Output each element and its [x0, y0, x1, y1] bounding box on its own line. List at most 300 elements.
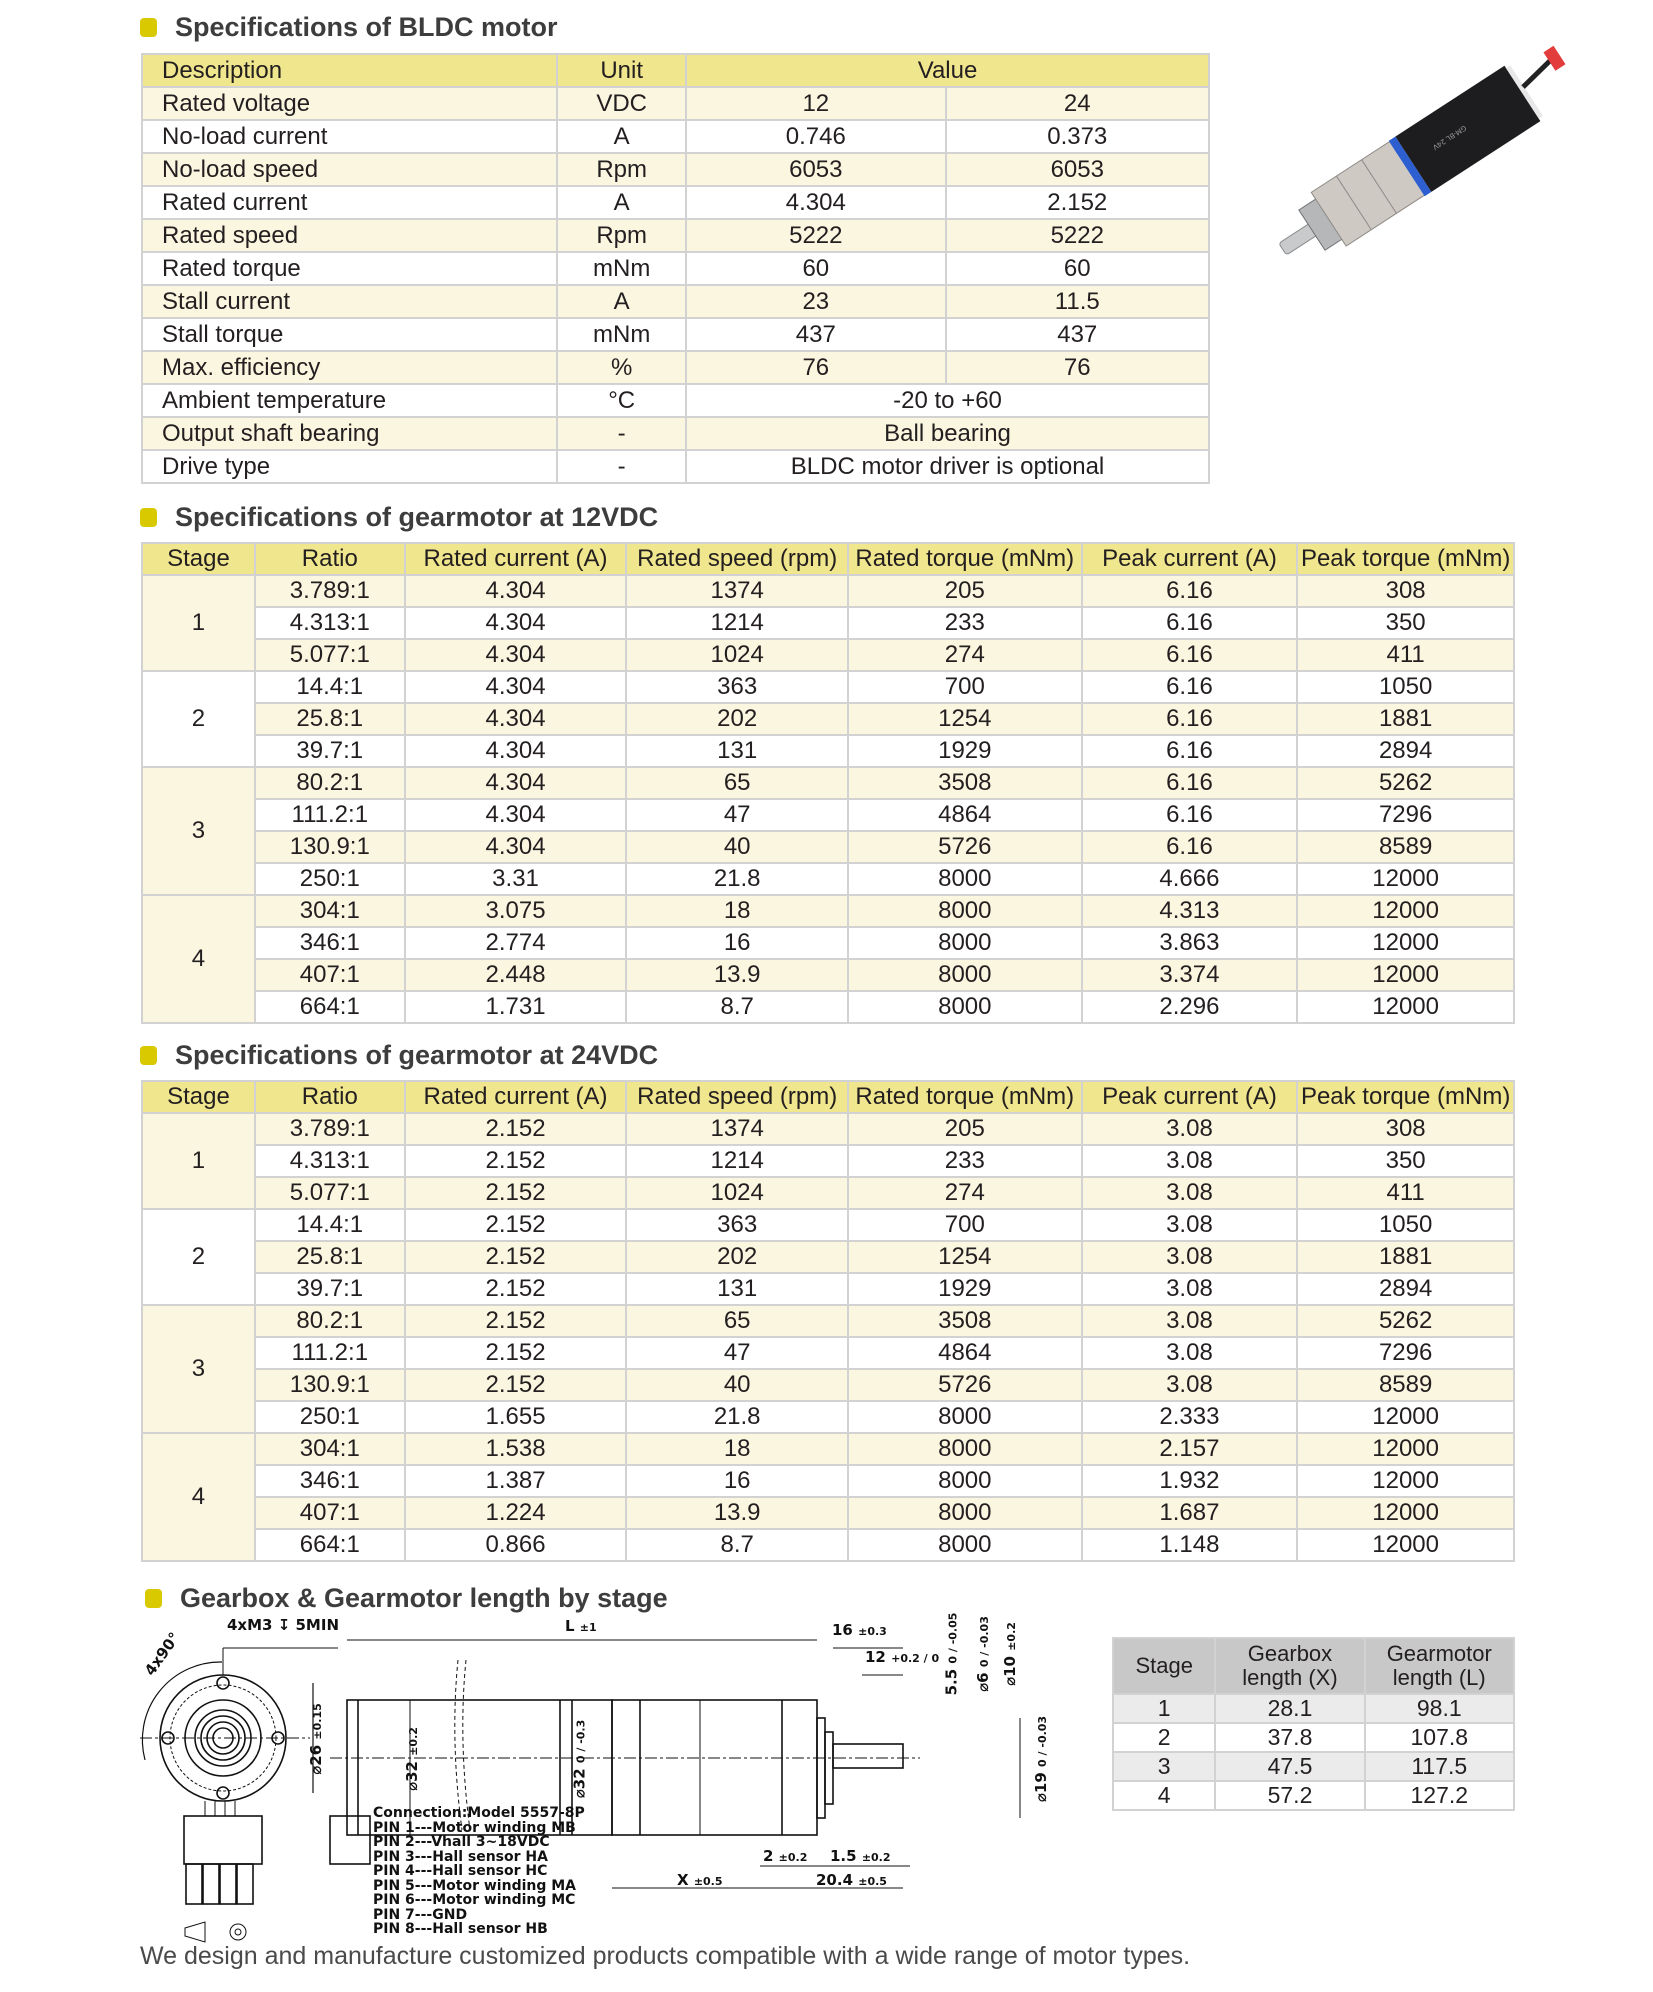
col-header-description: Description	[142, 54, 557, 87]
table-cell: 12000	[1297, 927, 1514, 959]
spec-unit: A	[557, 285, 686, 318]
spec-value-24v: 76	[946, 351, 1209, 384]
section-title-text: Gearbox & Gearmotor length by stage	[180, 1583, 668, 1613]
pin-item: PIN 6---Motor winding MC	[373, 1892, 576, 1908]
table-cell: 4.313:1	[255, 607, 405, 639]
col-header: Rated torque (mNm)	[848, 543, 1082, 575]
dim-X: X ±0.5	[677, 1871, 723, 1889]
col-header-stage: Stage	[1113, 1638, 1215, 1694]
table-cell: 1.731	[405, 991, 627, 1023]
table-row	[142, 1113, 1514, 1145]
table-cell: 8000	[848, 959, 1082, 991]
spec-value-12v: 76	[686, 351, 945, 384]
table-cell: 47.5	[1215, 1752, 1364, 1781]
table-cell: 3.08	[1082, 1145, 1298, 1177]
table-cell: 250:1	[255, 863, 405, 895]
table-cell: 3	[1113, 1752, 1215, 1781]
table-cell: 28.1	[1215, 1694, 1364, 1723]
table-cell: 250:1	[255, 1401, 405, 1433]
col-header: Rated current (A)	[405, 1081, 627, 1113]
table-cell: 1024	[626, 1177, 848, 1209]
table-cell: 6.16	[1082, 639, 1298, 671]
table-row	[142, 1145, 1514, 1177]
spec-value: -20 to +60	[686, 384, 1209, 417]
table-cell: 3.08	[1082, 1177, 1298, 1209]
table-cell: 3.789:1	[255, 575, 405, 607]
spec-value-12v: 23	[686, 285, 945, 318]
spec-unit: mNm	[557, 252, 686, 285]
section-title-gm12	[140, 502, 658, 533]
spec-row	[142, 384, 1209, 417]
table-cell: 4864	[848, 1337, 1082, 1369]
table-row	[142, 1497, 1514, 1529]
table-cell: 2	[1113, 1723, 1215, 1752]
table-cell: 202	[626, 703, 848, 735]
stage-cell: 4	[142, 895, 255, 1023]
table-cell: 274	[848, 639, 1082, 671]
dim-flat-len: 12 +0.2 / 0	[865, 1648, 940, 1666]
spec-value-12v: 5222	[686, 219, 945, 252]
dim-body-dia: ⌀32 ±0.2	[402, 1727, 421, 1791]
table-cell: 6.16	[1082, 607, 1298, 639]
table-cell: 363	[626, 1209, 848, 1241]
spec-value-12v: 4.304	[686, 186, 945, 219]
dim-angle: 4x90°	[140, 1628, 184, 1680]
table-cell: 1050	[1297, 671, 1514, 703]
table-cell: 2.152	[405, 1273, 627, 1305]
pin-item: PIN 8---Hall sensor HB	[373, 1921, 548, 1937]
col-header: Rated speed (rpm)	[626, 1081, 848, 1113]
spec-unit: A	[557, 186, 686, 219]
table-cell: 13.9	[626, 959, 848, 991]
table-cell: 5726	[848, 1369, 1082, 1401]
spec-row	[142, 450, 1209, 483]
table-row	[142, 831, 1514, 863]
table-cell: 2.774	[405, 927, 627, 959]
stage-cell: 3	[142, 1305, 255, 1433]
section-title-bldc	[140, 12, 558, 43]
gearmotor-12vdc-table	[141, 542, 1515, 1024]
table-cell: 350	[1297, 1145, 1514, 1177]
spec-description: Stall current	[142, 285, 557, 318]
spec-value-24v: 2.152	[946, 186, 1209, 219]
table-cell: 664:1	[255, 991, 405, 1023]
stage-cell: 2	[142, 1209, 255, 1305]
table-cell: 25.8:1	[255, 703, 405, 735]
table-cell: 1.932	[1082, 1465, 1298, 1497]
table-row	[142, 927, 1514, 959]
col-header: Stage	[142, 1081, 255, 1113]
table-row	[142, 607, 1514, 639]
table-cell: 3.863	[1082, 927, 1298, 959]
table-cell: 39.7:1	[255, 735, 405, 767]
table-cell: 411	[1297, 1177, 1514, 1209]
table-cell: 37.8	[1215, 1723, 1364, 1752]
table-cell: 407:1	[255, 1497, 405, 1529]
table-cell: 39.7:1	[255, 1273, 405, 1305]
table-cell: 21.8	[626, 863, 848, 895]
spec-unit: VDC	[557, 87, 686, 120]
table-cell: 8000	[848, 1433, 1082, 1465]
spec-unit: Rpm	[557, 153, 686, 186]
table-cell: 18	[626, 1433, 848, 1465]
table-cell: 4.313:1	[255, 1145, 405, 1177]
table-row	[1113, 1752, 1514, 1781]
spec-row	[142, 417, 1209, 450]
table-row	[142, 639, 1514, 671]
spec-value-12v: 437	[686, 318, 945, 351]
table-cell: 25.8:1	[255, 1241, 405, 1273]
table-row	[142, 1433, 1514, 1465]
col-header: Rated speed (rpm)	[626, 543, 848, 575]
table-cell: 3.08	[1082, 1273, 1298, 1305]
spec-description: No-load current	[142, 120, 557, 153]
table-row	[142, 991, 1514, 1023]
spec-description: Drive type	[142, 450, 557, 483]
table-cell: 8000	[848, 1465, 1082, 1497]
table-cell: 274	[848, 1177, 1082, 1209]
spec-value-12v: 12	[686, 87, 945, 120]
col-header: Peak torque (mNm)	[1297, 543, 1514, 575]
spec-row	[142, 285, 1209, 318]
col-header-gearbox-length: Gearbox length (X)	[1215, 1638, 1364, 1694]
table-cell: 4.304	[405, 639, 627, 671]
spec-row	[142, 87, 1209, 120]
table-cell: 16	[626, 1465, 848, 1497]
table-cell: 1929	[848, 735, 1082, 767]
table-cell: 12000	[1297, 1497, 1514, 1529]
spec-unit: -	[557, 417, 686, 450]
svg-text:GM-BL 24V: GM-BL 24V	[1431, 123, 1468, 152]
table-cell: 4.304	[405, 831, 627, 863]
table-cell: 8000	[848, 863, 1082, 895]
table-cell: 4.304	[405, 735, 627, 767]
table-cell: 5.077:1	[255, 639, 405, 671]
section-title-length	[145, 1583, 668, 1614]
table-cell: 1214	[626, 1145, 848, 1177]
spec-value-24v: 5222	[946, 219, 1209, 252]
table-cell: 14.4:1	[255, 671, 405, 703]
table-cell: 65	[626, 1305, 848, 1337]
table-cell: 3.08	[1082, 1305, 1298, 1337]
table-cell: 700	[848, 1209, 1082, 1241]
table-cell: 363	[626, 671, 848, 703]
table-cell: 107.8	[1365, 1723, 1514, 1752]
table-cell: 308	[1297, 575, 1514, 607]
col-header: Peak current (A)	[1082, 1081, 1298, 1113]
table-cell: 3.08	[1082, 1241, 1298, 1273]
table-cell: 40	[626, 831, 848, 863]
table-cell: 8000	[848, 1497, 1082, 1529]
table-cell: 12000	[1297, 1433, 1514, 1465]
table-cell: 4.304	[405, 671, 627, 703]
table-cell: 3.08	[1082, 1113, 1298, 1145]
table-cell: 2894	[1297, 1273, 1514, 1305]
table-cell: 3.374	[1082, 959, 1298, 991]
spec-value: Ball bearing	[686, 417, 1209, 450]
table-cell: 3.08	[1082, 1369, 1298, 1401]
spec-value-24v: 6053	[946, 153, 1209, 186]
spec-unit: mNm	[557, 318, 686, 351]
table-row	[142, 767, 1514, 799]
table-row	[142, 895, 1514, 927]
spec-unit: %	[557, 351, 686, 384]
table-row	[142, 1529, 1514, 1561]
pin-item: PIN 4---Hall sensor HC	[373, 1863, 548, 1879]
table-cell: 8000	[848, 927, 1082, 959]
table-row	[142, 1273, 1514, 1305]
table-cell: 6.16	[1082, 703, 1298, 735]
table-cell: 4.304	[405, 767, 627, 799]
table-cell: 2.157	[1082, 1433, 1298, 1465]
table-cell: 2.296	[1082, 991, 1298, 1023]
pin-item: PIN 1---Motor winding MB	[373, 1819, 576, 1836]
table-cell: 2.152	[405, 1177, 627, 1209]
table-cell: 1214	[626, 607, 848, 639]
table-row	[142, 1209, 1514, 1241]
table-cell: 1024	[626, 639, 848, 671]
table-cell: 4	[1113, 1781, 1215, 1810]
spec-row	[142, 120, 1209, 153]
spec-unit: -	[557, 450, 686, 483]
dim-mount-holes: 4xM3 ↧ 5MIN	[227, 1616, 339, 1634]
table-cell: 2.448	[405, 959, 627, 991]
col-header: Peak torque (mNm)	[1297, 1081, 1514, 1113]
spec-row	[142, 186, 1209, 219]
spec-value-12v: 6053	[686, 153, 945, 186]
spec-unit: A	[557, 120, 686, 153]
table-cell: 12000	[1297, 991, 1514, 1023]
section-bullet-icon	[145, 1589, 162, 1608]
table-cell: 13.9	[626, 1497, 848, 1529]
dim-pcd: ⌀26 ±0.15	[306, 1703, 325, 1775]
table-cell: 1.538	[405, 1433, 627, 1465]
table-cell: 5.077:1	[255, 1177, 405, 1209]
section-title-text: Specifications of BLDC motor	[175, 12, 558, 42]
table-cell: 1050	[1297, 1209, 1514, 1241]
col-header: Peak current (A)	[1082, 543, 1298, 575]
spec-value-12v: 60	[686, 252, 945, 285]
table-cell: 1374	[626, 1113, 848, 1145]
col-header-value: Value	[686, 54, 1209, 87]
table-cell: 47	[626, 1337, 848, 1369]
table-cell: 2.152	[405, 1209, 627, 1241]
table-cell: 1254	[848, 1241, 1082, 1273]
table-cell: 111.2:1	[255, 1337, 405, 1369]
table-cell: 16	[626, 927, 848, 959]
table-cell: 4.666	[1082, 863, 1298, 895]
table-row	[142, 959, 1514, 991]
table-cell: 8000	[848, 991, 1082, 1023]
col-header: Rated torque (mNm)	[848, 1081, 1082, 1113]
table-cell: 40	[626, 1369, 848, 1401]
dim-pilot-dia: ⌀19 0 / -0.03	[1032, 1715, 1051, 1803]
pin-item: PIN 2---Vhall 3~18VDC	[373, 1834, 550, 1850]
stage-cell: 1	[142, 1113, 255, 1209]
table-row	[142, 1465, 1514, 1497]
table-row	[142, 799, 1514, 831]
col-header: Ratio	[255, 543, 405, 575]
table-cell: 2.152	[405, 1337, 627, 1369]
dim-front-len: 20.4 ±0.5	[816, 1871, 887, 1889]
table-row	[142, 1177, 1514, 1209]
table-cell: 8589	[1297, 1369, 1514, 1401]
dim-pilot-h: 1.5 ±0.2	[830, 1847, 891, 1865]
table-cell: 18	[626, 895, 848, 927]
table-row	[1113, 1694, 1514, 1723]
table-cell: 5262	[1297, 1305, 1514, 1337]
table-cell: 1.687	[1082, 1497, 1298, 1529]
table-row	[142, 1401, 1514, 1433]
spec-value-24v: 437	[946, 318, 1209, 351]
table-cell: 3.789:1	[255, 1113, 405, 1145]
table-cell: 47	[626, 799, 848, 831]
table-cell: 12000	[1297, 1465, 1514, 1497]
col-header: Rated current (A)	[405, 543, 627, 575]
table-cell: 117.5	[1365, 1752, 1514, 1781]
table-cell: 2.152	[405, 1241, 627, 1273]
table-cell: 6.16	[1082, 831, 1298, 863]
table-cell: 12000	[1297, 863, 1514, 895]
table-cell: 664:1	[255, 1529, 405, 1561]
table-row	[142, 735, 1514, 767]
table-cell: 8589	[1297, 831, 1514, 863]
section-bullet-icon	[140, 1046, 157, 1065]
table-cell: 6.16	[1082, 767, 1298, 799]
table-cell: 7296	[1297, 1337, 1514, 1369]
table-cell: 1.655	[405, 1401, 627, 1433]
table-cell: 14.4:1	[255, 1209, 405, 1241]
table-cell: 127.2	[1365, 1781, 1514, 1810]
dim-flat: 5.5 0 / -0.05	[942, 1612, 961, 1696]
dim-shaft-len: 16 ±0.3	[832, 1621, 887, 1639]
table-cell: 111.2:1	[255, 799, 405, 831]
dim-L: L ±1	[565, 1617, 597, 1635]
table-cell: 411	[1297, 639, 1514, 671]
spec-value-24v: 11.5	[946, 285, 1209, 318]
spec-description: Output shaft bearing	[142, 417, 557, 450]
table-row	[1113, 1723, 1514, 1752]
col-header-unit: Unit	[557, 54, 686, 87]
stage-cell: 1	[142, 575, 255, 671]
dim-flange: 2 ±0.2	[763, 1847, 808, 1865]
table-row	[142, 671, 1514, 703]
table-row	[142, 1369, 1514, 1401]
connection-model: Connection:Model 5557-8P	[373, 1805, 585, 1821]
spec-row	[142, 252, 1209, 285]
spec-description: Rated current	[142, 186, 557, 219]
table-cell: 1881	[1297, 1241, 1514, 1273]
table-cell: 304:1	[255, 895, 405, 927]
table-cell: 1	[1113, 1694, 1215, 1723]
table-cell: 2.152	[405, 1305, 627, 1337]
spec-description: Rated voltage	[142, 87, 557, 120]
table-cell: 6.16	[1082, 735, 1298, 767]
table-cell: 3508	[848, 1305, 1082, 1337]
dimension-drawing	[130, 1612, 1051, 1945]
table-cell: 6.16	[1082, 575, 1298, 607]
footer-note: We design and manufacture customized products compatible with a wide range of motor types.	[140, 1942, 1191, 1970]
stage-cell: 4	[142, 1433, 255, 1561]
table-row	[142, 1337, 1514, 1369]
table-cell: 12000	[1297, 895, 1514, 927]
spec-description: Ambient temperature	[142, 384, 557, 417]
table-cell: 3.075	[405, 895, 627, 927]
table-row	[142, 575, 1514, 607]
section-bullet-icon	[140, 18, 157, 37]
spec-description: Rated speed	[142, 219, 557, 252]
table-cell: 130.9:1	[255, 831, 405, 863]
table-cell: 4.304	[405, 575, 627, 607]
table-cell: 2.152	[405, 1145, 627, 1177]
table-row	[142, 1305, 1514, 1337]
table-cell: 1881	[1297, 703, 1514, 735]
table-cell: 8.7	[626, 1529, 848, 1561]
spec-value-24v: 24	[946, 87, 1209, 120]
col-header-gearmotor-length: Gearmotor length (L)	[1365, 1638, 1514, 1694]
table-cell: 131	[626, 735, 848, 767]
table-cell: 98.1	[1365, 1694, 1514, 1723]
table-cell: 233	[848, 607, 1082, 639]
table-cell: 80.2:1	[255, 1305, 405, 1337]
spec-value: BLDC motor driver is optional	[686, 450, 1209, 483]
spec-row	[142, 219, 1209, 252]
dim-shaft-dia: ⌀6 0 / -0.03	[973, 1616, 992, 1692]
table-cell: 346:1	[255, 927, 405, 959]
table-cell: 1.148	[1082, 1529, 1298, 1561]
table-cell: 6.16	[1082, 671, 1298, 703]
table-cell: 4.304	[405, 799, 627, 831]
spec-unit: °C	[557, 384, 686, 417]
table-cell: 1254	[848, 703, 1082, 735]
table-cell: 4.313	[1082, 895, 1298, 927]
spec-unit: Rpm	[557, 219, 686, 252]
table-cell: 3.08	[1082, 1209, 1298, 1241]
spec-row	[142, 153, 1209, 186]
table-cell: 3508	[848, 767, 1082, 799]
spec-row	[142, 318, 1209, 351]
table-cell: 5726	[848, 831, 1082, 863]
spec-value-12v: 0.746	[686, 120, 945, 153]
table-cell: 4864	[848, 799, 1082, 831]
col-header: Ratio	[255, 1081, 405, 1113]
table-cell: 346:1	[255, 1465, 405, 1497]
table-cell: 12000	[1297, 1401, 1514, 1433]
pin-item: PIN 3---Hall sensor HA	[373, 1848, 548, 1865]
table-cell: 131	[626, 1273, 848, 1305]
table-cell: 8.7	[626, 991, 848, 1023]
motor-product-photo	[1250, 40, 1570, 300]
table-cell: 233	[848, 1145, 1082, 1177]
spec-value-24v: 60	[946, 252, 1209, 285]
table-cell: 1.387	[405, 1465, 627, 1497]
table-row	[142, 1241, 1514, 1273]
table-cell: 4.304	[405, 607, 627, 639]
table-cell: 350	[1297, 607, 1514, 639]
stage-cell: 3	[142, 767, 255, 895]
table-cell: 12000	[1297, 1529, 1514, 1561]
table-cell: 130.9:1	[255, 1369, 405, 1401]
table-cell: 407:1	[255, 959, 405, 991]
table-cell: 205	[848, 1113, 1082, 1145]
table-cell: 65	[626, 767, 848, 799]
table-cell: 21.8	[626, 1401, 848, 1433]
table-cell: 2894	[1297, 735, 1514, 767]
pin-item: PIN 5---Motor winding MA	[373, 1877, 577, 1894]
section-title-gm24	[140, 1040, 658, 1071]
table-cell: 57.2	[1215, 1781, 1364, 1810]
table-cell: 8000	[848, 895, 1082, 927]
